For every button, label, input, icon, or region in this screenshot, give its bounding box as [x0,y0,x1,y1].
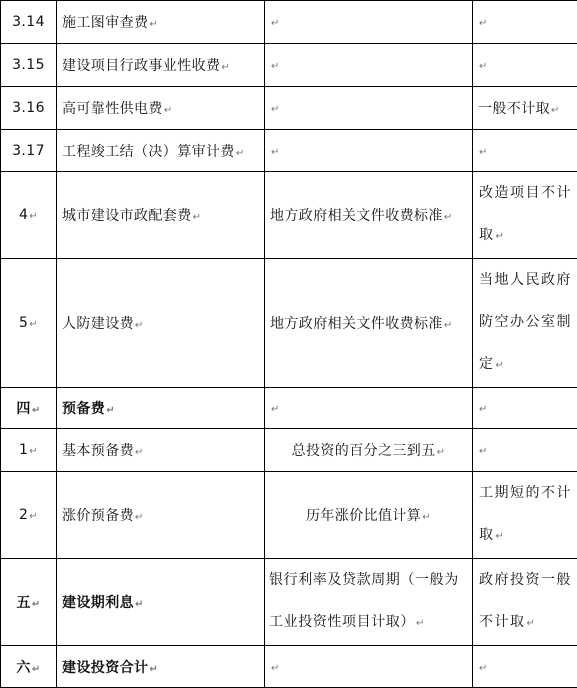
row-number-cell: 四↵ [1,388,57,429]
row-number-cell: 3.15 [1,44,57,87]
item-cell: 工程竣工结（决）算审计费↵ [57,130,265,172]
item-cell: 人防建设费↵ [57,259,265,388]
basis-cell: ↵ [265,388,473,429]
basis-cell: 地方政府相关文件收费标准↵ [265,259,473,388]
basis-cell: ↵ [265,130,473,172]
item-cell: 预备费↵ [57,388,265,429]
note-cell: 改造项目不计取↵ [473,172,577,259]
basis-cell: ↵ [265,1,473,44]
row-number-cell: 五↵ [1,559,57,646]
table-row [1,259,577,388]
item-cell: 城市建设市政配套费↵ [57,172,265,259]
table-row [1,429,577,472]
table-row [1,1,577,44]
item-cell: 建设项目行政事业性收费↵ [57,44,265,87]
item-cell: 涨价预备费↵ [57,472,265,559]
row-number-cell: 3.16 [1,87,57,130]
item-cell: 基本预备费↵ [57,429,265,472]
table-row [1,44,577,87]
table-row [1,646,577,688]
row-number-cell: 3.17 [1,130,57,172]
table-row [1,130,577,172]
basis-cell: 总投资的百分之三到五↵ [265,429,473,472]
table-row [1,388,577,429]
row-number-cell: 4↵ [1,172,57,259]
row-number-cell: 5↵ [1,259,57,388]
basis-cell: ↵ [265,44,473,87]
basis-cell: ↵ [265,87,473,130]
note-cell: 工期短的不计取↵ [473,472,577,559]
item-cell: 建设期利息↵ [57,559,265,646]
note-cell: ↵ [473,44,577,87]
basis-cell: 历年涨价比值计算↵ [265,472,473,559]
item-cell: 建设投资合计↵ [57,646,265,688]
note-cell: 当地人民政府防空办公室制定↵ [473,259,577,388]
note-cell: ↵ [473,646,577,688]
table-row [1,172,577,259]
note-cell: ↵ [473,130,577,172]
table-row [1,87,577,130]
note-cell: ↵ [473,388,577,429]
row-number-cell: 3.14 [1,1,57,44]
basis-cell: 地方政府相关文件收费标准↵ [265,172,473,259]
item-cell: 施工图审查费↵ [57,1,265,44]
item-cell: 高可靠性供电费↵ [57,87,265,130]
note-cell: ↵ [473,1,577,44]
note-cell: 政府投资一般不计取↵ [473,559,577,646]
row-number-cell: 2↵ [1,472,57,559]
basis-cell: ↵ [265,646,473,688]
note-cell: ↵ [473,429,577,472]
note-cell: 一般不计取↵ [473,87,577,130]
table-row [1,472,577,559]
basis-cell: 银行利率及贷款周期（一般为工业投资性项目计取）↵ [265,559,473,646]
row-number-cell: 六↵ [1,646,57,688]
table-row [1,559,577,646]
row-number-cell: 1↵ [1,429,57,472]
